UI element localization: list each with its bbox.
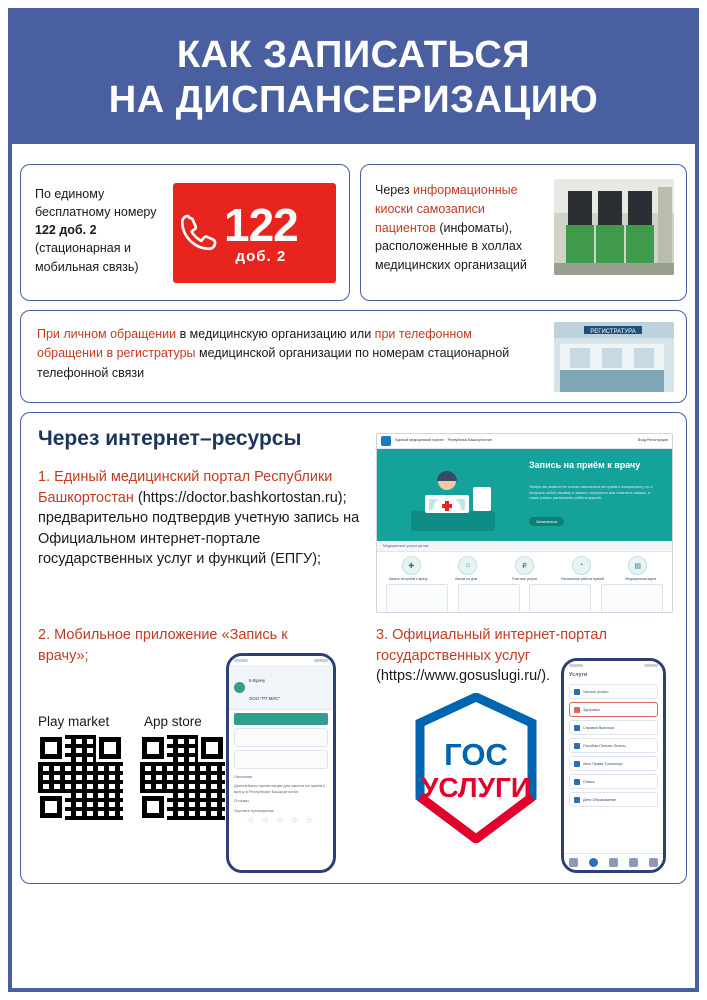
car-icon (574, 761, 580, 767)
portal-hero (377, 449, 672, 541)
internet-item-1-rest: (https://doctor.bashkortostan.ru); предварительно подтвердив учетную запись на Официальном интернет-портале государственных услуг и функций (ЕПГУ); (38, 489, 360, 568)
portal-tabs-label: Медицинские услуги детям (383, 544, 429, 548)
gos-row-certificates[interactable] (569, 720, 658, 735)
internet-item-1 (38, 467, 378, 570)
svg-text:УСЛУГИ: УСЛУГИ (420, 772, 532, 803)
list-icon (574, 689, 580, 695)
portal-service-caption-4: Медицинская карта (625, 577, 657, 581)
services-icon[interactable] (589, 858, 598, 867)
kiosk-text-highlight: информационные киоски самозаписи пациентов (375, 183, 518, 235)
gos-row-label: Авто Права Транспорт (583, 761, 623, 766)
qr-app-store-label: App store (144, 714, 202, 729)
app-rating-stars[interactable]: ☆ ☆ ☆ ☆ ☆ (246, 814, 316, 825)
doctor-illustration-icon (407, 465, 499, 533)
phone-122-text-part1: По единому бесплатному номеру (35, 187, 157, 220)
poster-header (12, 12, 695, 144)
phone-122-ext: доб. 2 (235, 248, 287, 265)
documents-icon[interactable] (609, 858, 618, 867)
gos-row-health[interactable] (569, 702, 658, 717)
header-title-line1: КАК ЗАПИСАТЬСЯ (176, 34, 531, 77)
internet-item-1-highlight: Единый медицинский портал Республики Башкортостан (38, 469, 333, 506)
portal-bottom-card (386, 584, 448, 613)
portal-hero-title: Запись на приём к врачу (529, 460, 641, 470)
personal-visit-highlight1: При личном обращении (37, 327, 177, 341)
internet-item-1-number: 1. (38, 469, 55, 485)
app-screenshot-thumb (234, 728, 328, 747)
app-title: К-Врачу (249, 678, 266, 683)
phone-status-bar (229, 656, 333, 665)
status-left-icon (234, 659, 248, 662)
profile-icon[interactable] (649, 858, 658, 867)
internet-item-2-highlight: Мобильное приложение «Запись к врачу»; (38, 627, 288, 664)
portal-service-icon-payment[interactable]: ₽ (515, 556, 534, 575)
app-subtitle: ООО "РТ МИС" (249, 696, 281, 701)
payments-icon[interactable] (629, 858, 638, 867)
phone-122-number-bold: 122 доб. 2 (35, 223, 97, 238)
gosuslugi-logo-icon (404, 693, 549, 843)
phone-122-text (35, 185, 163, 276)
mobile-app-phone-mockup (226, 653, 336, 873)
phone-status-bar (564, 661, 663, 670)
svg-text:РЕГИСТРАТУРА: РЕГИСТРАТУРА (590, 329, 636, 335)
portal-hero-button[interactable]: Записаться (529, 517, 564, 526)
kiosk-text-part2: (инфоматы), расположенные в холлах медицинских организаций (375, 220, 527, 272)
portal-service-caption-2: Платные услуги (511, 577, 537, 581)
personal-visit-mid2: медицинской организации по номерам стационарной телефонной связи (37, 346, 510, 380)
portal-service-icon-home-call[interactable]: ⌂ (458, 556, 477, 575)
status-right-icon (644, 664, 658, 667)
portal-topbar (377, 434, 672, 449)
gos-row-frequent[interactable] (569, 684, 658, 699)
kiosk-photo-graphic (554, 179, 674, 275)
app-description-text: Дальнейшая презентация для записи на приём к врачу в Республике Башкортостан (234, 783, 326, 794)
phone-122-text-part2: (стационарная и мобильная связь) (35, 241, 139, 274)
app-header (229, 665, 333, 710)
portal-hero-subtitle: Теперь вы можете не только записаться на приём к специалисту, но и получить online справку о записи, перенести или отменить запись, а также узнать расписание работы врачей. (529, 485, 653, 500)
app-install-button[interactable] (234, 713, 328, 725)
gos-row-education[interactable] (569, 792, 658, 807)
internet-item-3-highlight: Официальный интернет-портал государственных услуг (376, 627, 607, 664)
benefits-icon (574, 743, 580, 749)
education-icon (574, 797, 580, 803)
phone-122-number: 122 (224, 199, 298, 251)
personal-visit-text (37, 325, 537, 383)
svg-text:ГОС: ГОС (444, 737, 508, 772)
portal-service-caption-3: Расписание работы врачей (561, 577, 605, 581)
medical-portal-screenshot (376, 433, 673, 613)
portal-service-icon-doctor[interactable]: ✚ (402, 556, 421, 575)
app-description-title: Описание (234, 774, 253, 779)
qr-finder-icon (40, 796, 62, 818)
portal-topbar-links: Вход Регистрация (637, 438, 668, 443)
portal-bottom-card (458, 584, 520, 613)
internet-item-3-number: 3. (376, 627, 393, 643)
telephone-handset-icon (179, 210, 221, 256)
portal-bottom-cards (377, 581, 672, 613)
gos-row-label: Частые услуги (583, 689, 609, 694)
portal-bottom-card (601, 584, 663, 613)
internet-section-title: Через интернет–ресурсы (38, 427, 302, 450)
qr-play-market (38, 735, 123, 820)
portal-topbar-region: Республика Башкортостан (447, 438, 492, 443)
internet-item-2-number: 2. (38, 627, 55, 643)
portal-service-icon-medcard[interactable]: ▤ (628, 556, 647, 575)
portal-tabs (377, 541, 672, 552)
portal-topbar-title: Единый медицинский портал (395, 438, 444, 443)
card-phone-122 (20, 164, 350, 301)
kiosk-text-part1: Через (375, 183, 414, 197)
personal-visit-highlight2: при телефонном обращении в регистратуры (37, 327, 472, 361)
gos-row-transport[interactable] (569, 756, 658, 771)
gos-phone-header: Услуги (569, 672, 588, 678)
status-left-icon (569, 664, 583, 667)
portal-service-caption-0: Запись на приём к врачу (388, 577, 428, 581)
portal-logo-icon (381, 436, 391, 446)
home-icon[interactable] (569, 858, 578, 867)
gos-row-label: Пособия Пенсия Льготы (583, 743, 626, 748)
app-reviews-title: Отзывы (234, 798, 249, 804)
phone-122-badge (173, 183, 336, 283)
document-icon (574, 725, 580, 731)
gos-row-family[interactable] (569, 774, 658, 789)
portal-service-icons (377, 552, 672, 575)
app-icon (234, 682, 245, 693)
qr-play-market-label: Play market (38, 714, 110, 729)
qr-app-store (140, 735, 225, 820)
app-rate-title: Оцените приложение (234, 807, 274, 813)
gos-phone-tabbar (564, 853, 663, 870)
health-icon (574, 707, 580, 713)
gos-row-benefits[interactable] (569, 738, 658, 753)
kiosk-text (375, 181, 543, 275)
registry-photo-graphic (554, 322, 674, 392)
gosuslugi-logo (404, 693, 549, 843)
card-personal-visit (20, 310, 687, 403)
gos-row-label: Справки Выписки (583, 725, 614, 730)
personal-visit-mid1: в медицинскую организацию или (176, 327, 375, 341)
portal-service-icon-schedule[interactable]: ◔ (572, 556, 591, 575)
portal-bottom-card (529, 584, 591, 613)
card-kiosks (360, 164, 687, 301)
gos-row-label: Семья (583, 779, 595, 784)
gos-row-label: Дети Образование (583, 797, 617, 802)
status-right-icon (314, 659, 328, 662)
kiosk-photo (554, 179, 674, 275)
family-icon (574, 779, 580, 785)
card-internet-resources (20, 412, 687, 884)
internet-item-3-rest: (https://www.gosuslugi.ru/). (376, 668, 551, 685)
app-screenshot-thumb (234, 750, 328, 769)
qr-finder-icon (142, 796, 164, 818)
registry-photo (554, 322, 674, 392)
gosuslugi-phone-mockup (561, 658, 666, 873)
portal-service-caption-1: Вызов на дом (455, 577, 478, 581)
header-title-line2: НА ДИСПАНСЕРИЗАЦИЮ (108, 79, 599, 121)
portal-service-captions (377, 575, 672, 581)
gos-row-label: Здоровье (583, 707, 600, 712)
